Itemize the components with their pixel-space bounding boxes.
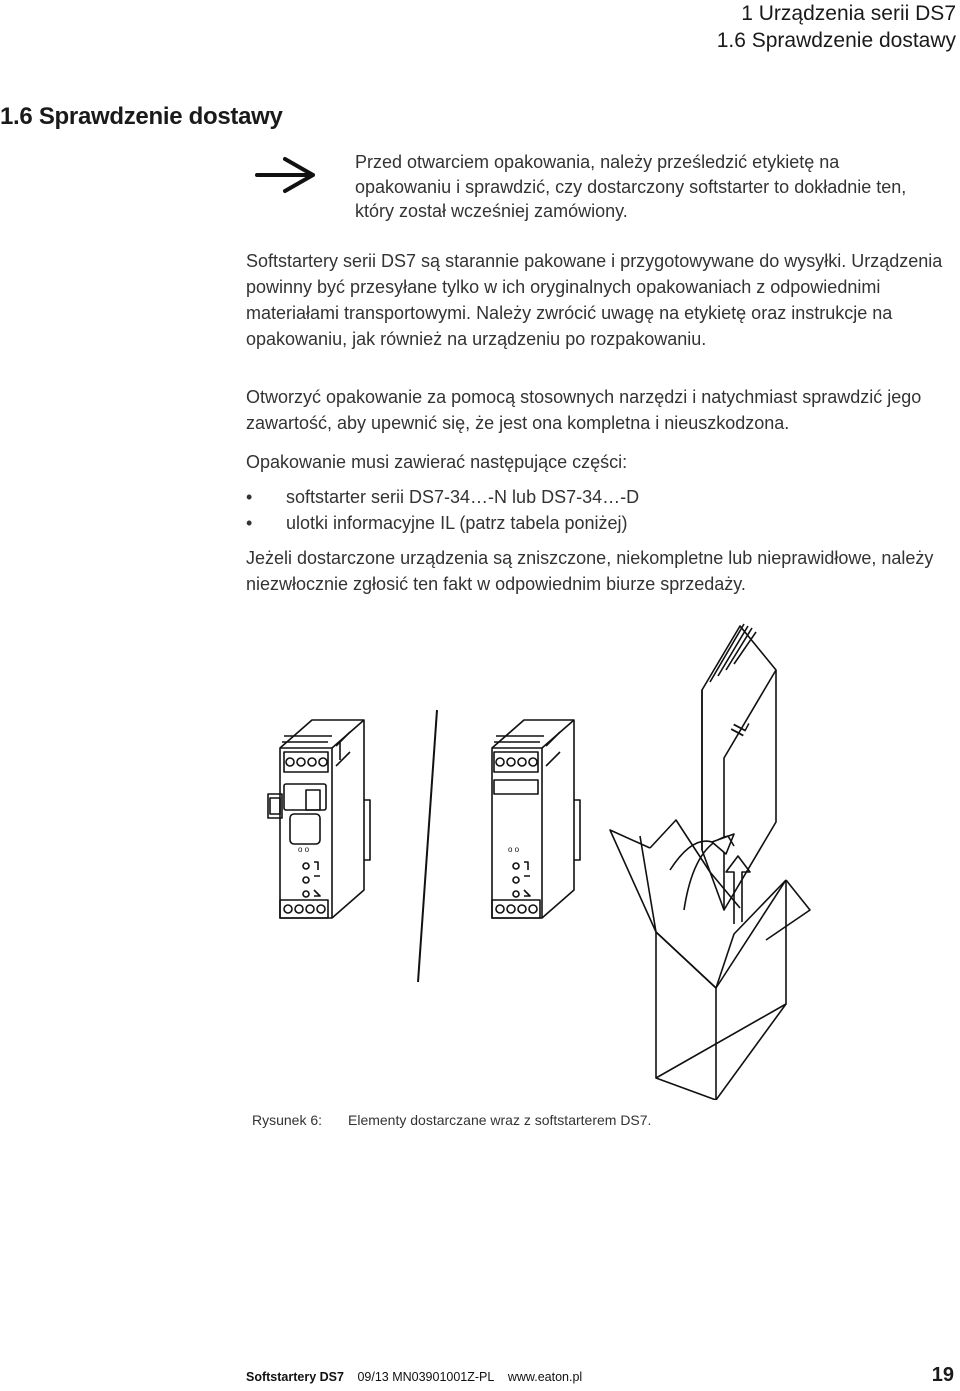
- note-text: Przed otwarciem opakowania, należy prześledzić etykietę na opakowaniu i sprawdzić, czy dostarczony softstarter to dokładnie ten, który został wcześniej zamówiony.: [355, 152, 907, 221]
- open-box-illustration: [610, 820, 810, 1100]
- running-header-chapter: 1 Urządzenia serii DS7: [741, 2, 956, 25]
- softstarter-n-illustration: [492, 720, 580, 918]
- paragraph-contents-intro: Opakowanie musi zawierać następujące części:: [246, 452, 628, 472]
- page-footer: [246, 1370, 582, 1384]
- arrow-right-icon: [255, 155, 317, 200]
- footer-website: www.eaton.pl: [507, 1370, 583, 1384]
- up-arrow: [726, 856, 750, 924]
- information-leaflet-illustration: [702, 624, 776, 910]
- page-number: 19: [931, 1364, 954, 1386]
- list-item-text: softstarter serii DS7-34…-N lub DS7-34…-D: [286, 487, 640, 507]
- section-title: 1.6 Sprawdzenie dostawy: [0, 103, 283, 130]
- footer-reference: 09/13 MN03901001Z-PL: [357, 1370, 495, 1384]
- svg-text:o o: o o: [508, 845, 520, 854]
- footer-product: Softstartery DS7: [246, 1370, 344, 1384]
- softstarter-d-illustration: [268, 720, 370, 918]
- bullet-icon: •: [246, 513, 253, 533]
- separator-line: [418, 710, 437, 982]
- svg-text:o o: o o: [298, 845, 310, 854]
- delivery-contents-figure: [240, 610, 960, 1100]
- running-header-section: 1.6 Sprawdzenie dostawy: [716, 29, 956, 52]
- paragraph-inspection: Otworzyć opakowanie za pomocą stosownych narzędzi i natychmiast sprawdzić jego zawartość, aby upewnić się, że jest ona kompletna i nieuszkodzona.: [246, 387, 922, 433]
- paragraph-packaging: Softstartery serii DS7 są starannie pakowane i przygotowywane do wysyłki. Urządzenia powinny być przesyłane tylko w ich oryginalnych opakowaniach z odpowiednimi materiałami transportowymi. Należy zwrócić uwagę na etykietę oraz instrukcje na opakowaniu, jak również na urządzeniu po rozpakowaniu.: [246, 251, 943, 349]
- bullet-icon: •: [246, 487, 253, 507]
- list-item-text: ulotki informacyjne IL (patrz tabela poniżej): [286, 513, 628, 533]
- figure-caption-label: Rysunek 6:: [252, 1112, 323, 1128]
- paragraph-damage-report: Jeżeli dostarczone urządzenia są zniszczone, niekompletne lub nieprawidłowe, należy niezwłocznie zgłosić ten fakt w odpowiednim biurze sprzedaży.: [246, 548, 934, 594]
- booklet-label: IL: [726, 715, 755, 741]
- figure-caption-text: Elementy dostarczane wraz z softstarterem DS7.: [348, 1112, 652, 1128]
